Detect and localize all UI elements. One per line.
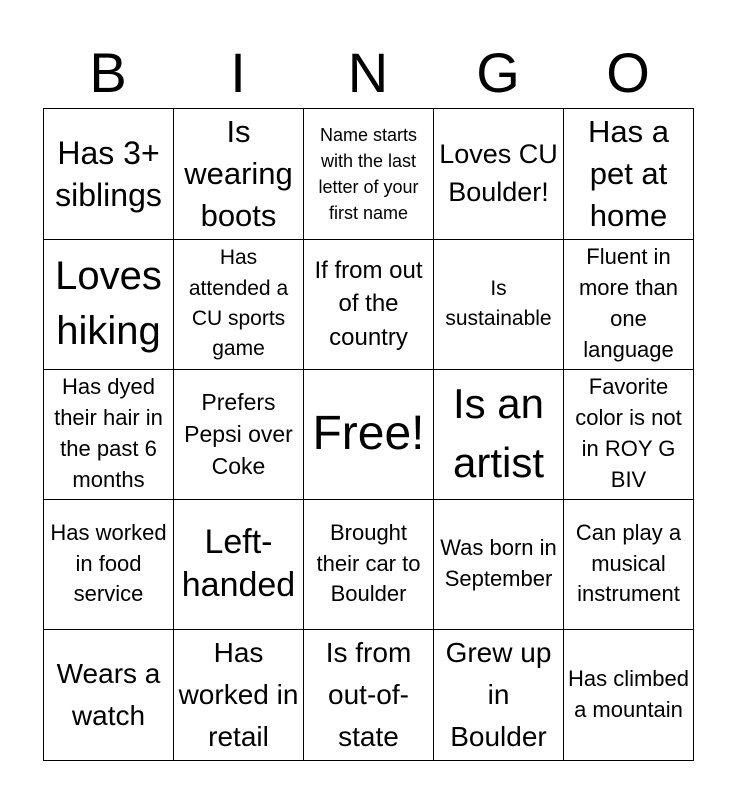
board-row: [44, 369, 694, 499]
board-row: [44, 499, 694, 629]
bingo-cell[interactable]: Wears a watch: [44, 629, 174, 760]
bingo-cell[interactable]: Is an artist: [434, 369, 564, 499]
bingo-cell[interactable]: Has 3+ siblings: [44, 109, 174, 240]
bingo-cell[interactable]: Brought their car to Boulder: [304, 499, 434, 629]
bingo-cell[interactable]: Can play a musical instrument: [564, 499, 694, 629]
bingo-cell[interactable]: Loves CU Boulder!: [434, 109, 564, 240]
bingo-cell[interactable]: Grew up in Boulder: [434, 629, 564, 760]
bingo-header: [43, 40, 693, 106]
bingo-cell[interactable]: Left-handed: [174, 499, 304, 629]
board-row: [44, 239, 694, 369]
board-row: [44, 109, 694, 240]
bingo-cell[interactable]: Has worked in retail: [174, 629, 304, 760]
bingo-cell[interactable]: Has climbed a mountain: [564, 629, 694, 760]
bingo-cell-free[interactable]: Free!: [304, 369, 434, 499]
bingo-cell[interactable]: Prefers Pepsi over Coke: [174, 369, 304, 499]
bingo-cell[interactable]: Has dyed their hair in the past 6 months: [44, 369, 174, 499]
bingo-cell[interactable]: Loves hiking: [44, 239, 174, 369]
board-row: [44, 629, 694, 760]
header-letter-i: I: [230, 41, 246, 104]
header-letter-b: B: [89, 41, 127, 104]
header-letter-o: O: [606, 41, 650, 104]
bingo-cell[interactable]: Has worked in food service: [44, 499, 174, 629]
bingo-cell[interactable]: Favorite color is not in ROY G BIV: [564, 369, 694, 499]
bingo-cell[interactable]: Is wearing boots: [174, 109, 304, 240]
bingo-board: [43, 108, 694, 761]
bingo-cell[interactable]: Has a pet at home: [564, 109, 694, 240]
bingo-cell[interactable]: If from out of the country: [304, 239, 434, 369]
header-letter-g: G: [476, 41, 520, 104]
bingo-cell[interactable]: Is sustainable: [434, 239, 564, 369]
header-letter-n: N: [347, 41, 389, 104]
bingo-cell[interactable]: Has attended a CU sports game: [174, 239, 304, 369]
bingo-cell[interactable]: Name starts with the last letter of your first name: [304, 109, 434, 240]
bingo-cell[interactable]: Is from out-of-state: [304, 629, 434, 760]
bingo-cell[interactable]: Fluent in more than one language: [564, 239, 694, 369]
bingo-cell[interactable]: Was born in September: [434, 499, 564, 629]
